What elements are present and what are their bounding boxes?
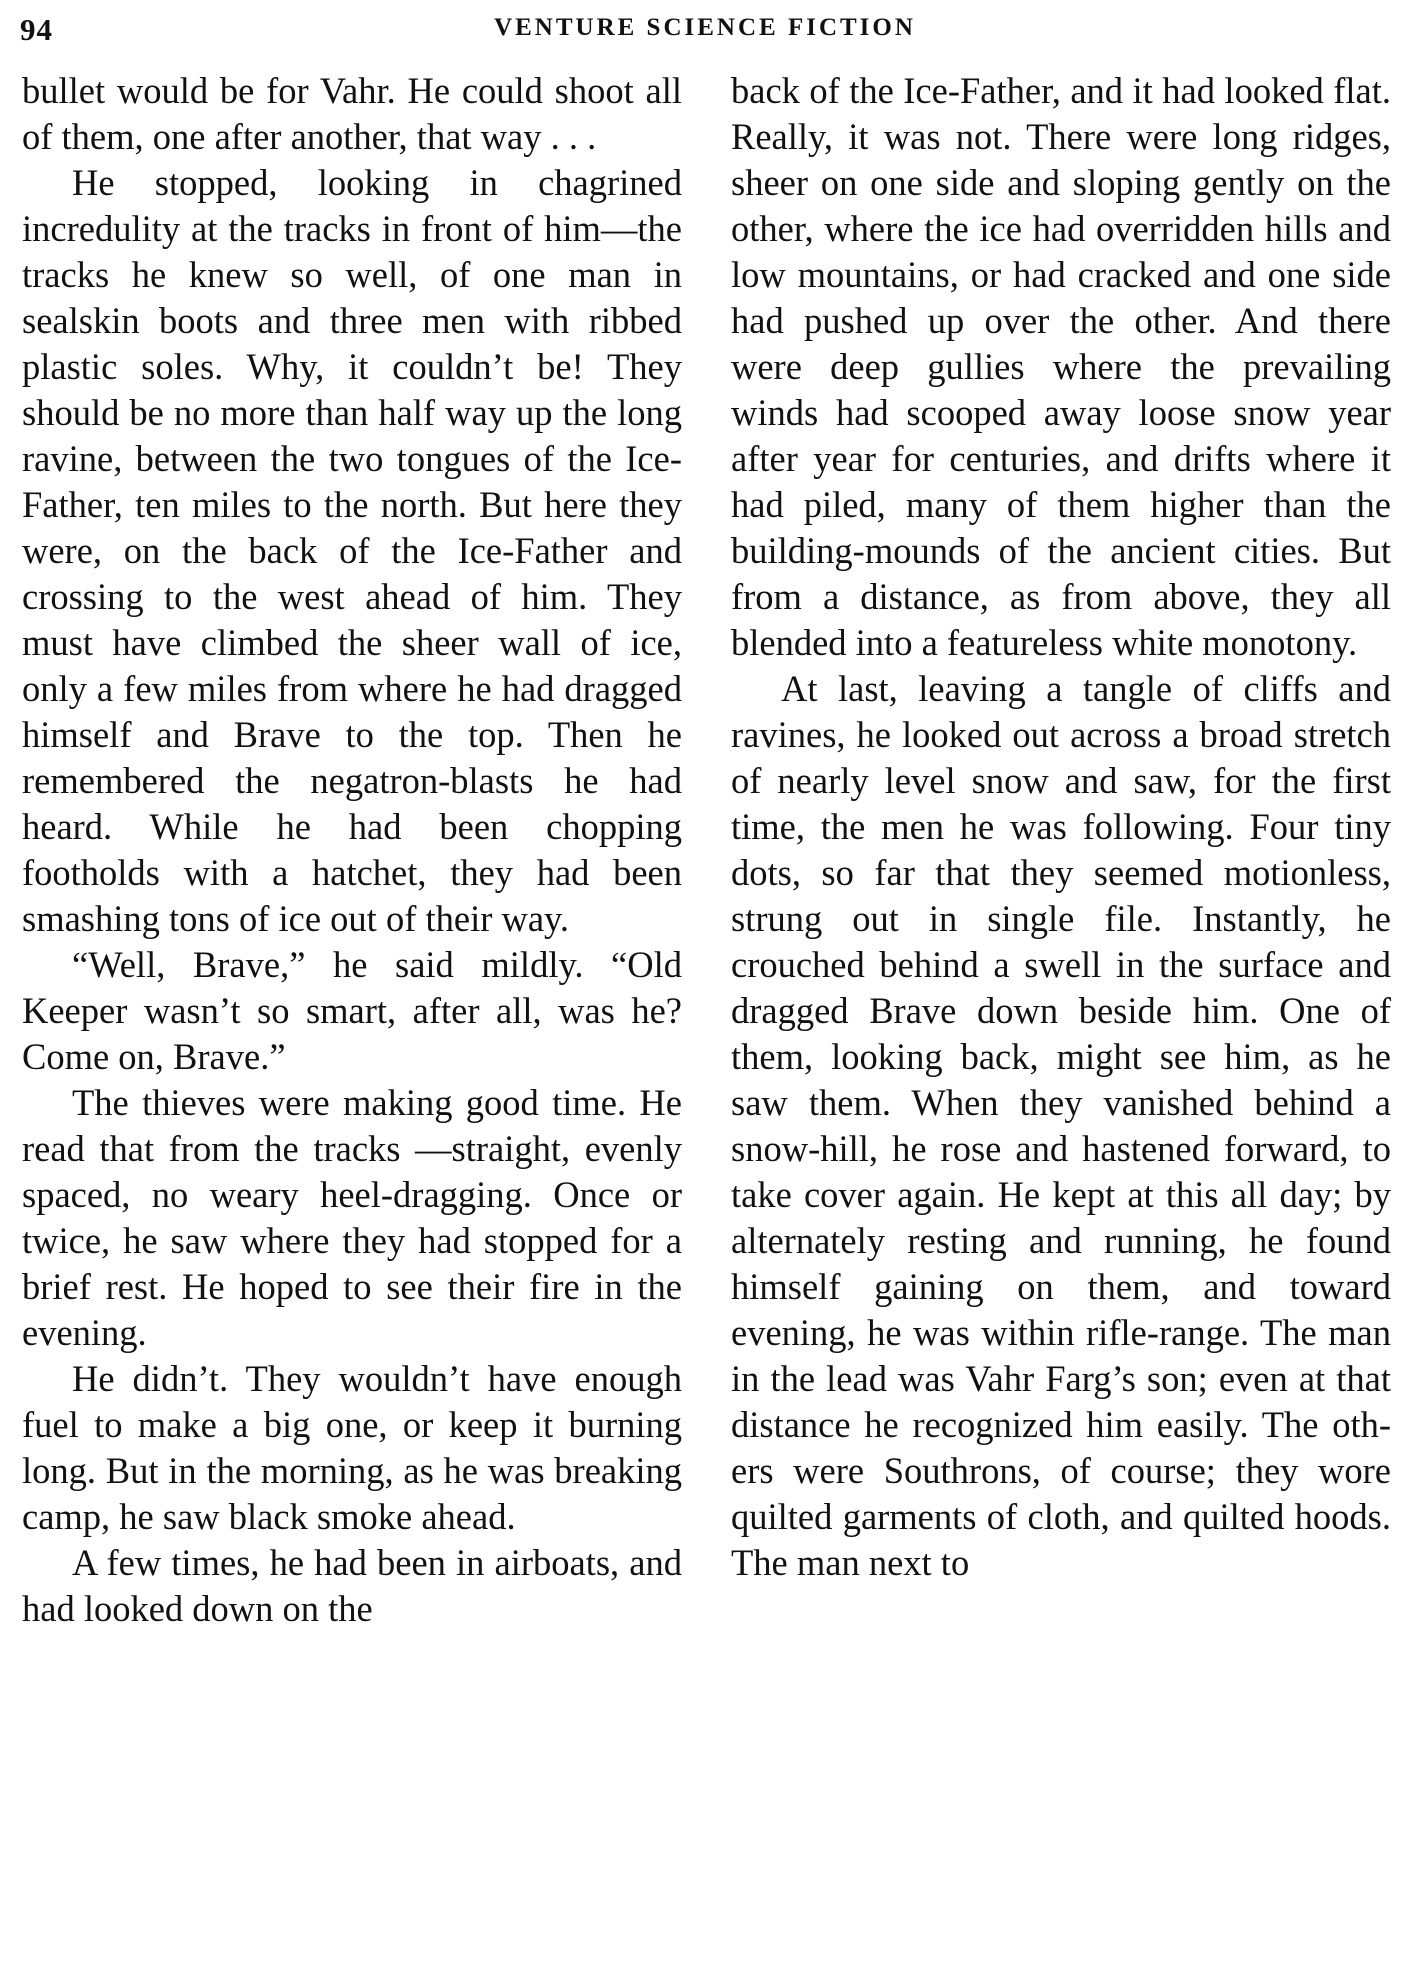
running-head: VENTURE SCIENCE FICTION [494,14,916,41]
page-number: 94 [20,12,53,47]
paragraph: “Well, Brave,” he said mildly. “Old Keeper wasn’t so smart, after all, was he? Come on, Brave.” [22,944,682,1077]
paragraph: back of the Ice-Father, and it had looked flat. Really, it was not. There were long ridges, sheer on one side and sloping gently on the other, where the ice had overridden hills and low mountains, or had cracked and one side had pushed up over the other. And there were deep gullies where the prevailing winds had scooped away loose snow year after year for centuries, and drifts where it had piled, many of them higher than the building-mounds of the ancient cities. But from a distance, as from above, they all blended into a featureless white monotony. [731,70,1391,663]
paragraph: At last, leaving a tangle of cliffs and ravines, he looked out across a broad stretch of nearly level snow and saw, for the first time, the men he was following. Four tiny dots, so far that they seemed motionless, strung out in single file. Instantly, he crouched behind a swell in the surface and dragged Brave down beside him. One of them, looking back, might see him, as he saw them. When they vanished behind a snow-hill, he rose and hastened forward, to take cover again. He kept at this all day; by alternately resting and running, he found himself gaining on them, and toward evening, he was within rifle-range. The man in the lead was Vahr Farg’s son; even at that distance he recognized him easily. The others were Southrons, of course; they wore quilted garments of cloth, and quilted hoods. The man next to [731,668,1391,1583]
left-column [22,68,682,1632]
page-header [20,12,1390,58]
paragraph: bullet would be for Vahr. He could shoot all of them, one after another, that way . . . [22,70,682,157]
paragraph: The thieves were making good time. He read that from the tracks —straight, evenly spaced, no weary heel-dragging. Once or twice, he saw where they had stopped for a brief rest. He hoped to see their fire in the evening. [22,1082,682,1353]
paragraph: He didn’t. They wouldn’t have enough fuel to make a big one, or keep it burning long. But in the morning, as he was breaking camp, he saw black smoke ahead. [22,1358,682,1537]
paragraph: A few times, he had been in airboats, and had looked down on the [22,1542,682,1629]
right-column [731,68,1391,1586]
paragraph: He stopped, looking in chagrined incredulity at the tracks in front of him—the tracks he knew so well, of one man in sealskin boots and three men with ribbed plastic soles. Why, it couldn’t be! They should be no more than half way up the long ravine, between the two tongues of the Ice-Father, ten miles to the north. But here they were, on the back of the Ice-Father and crossing to the west ahead of him. They must have climbed the sheer wall of ice, only a few miles from where he had dragged himself and Brave to the top. Then he remembered the negatron-blasts he had heard. While he had been chopping footholds with a hatchet, they had been smashing tons of ice out of their way. [22,162,682,939]
